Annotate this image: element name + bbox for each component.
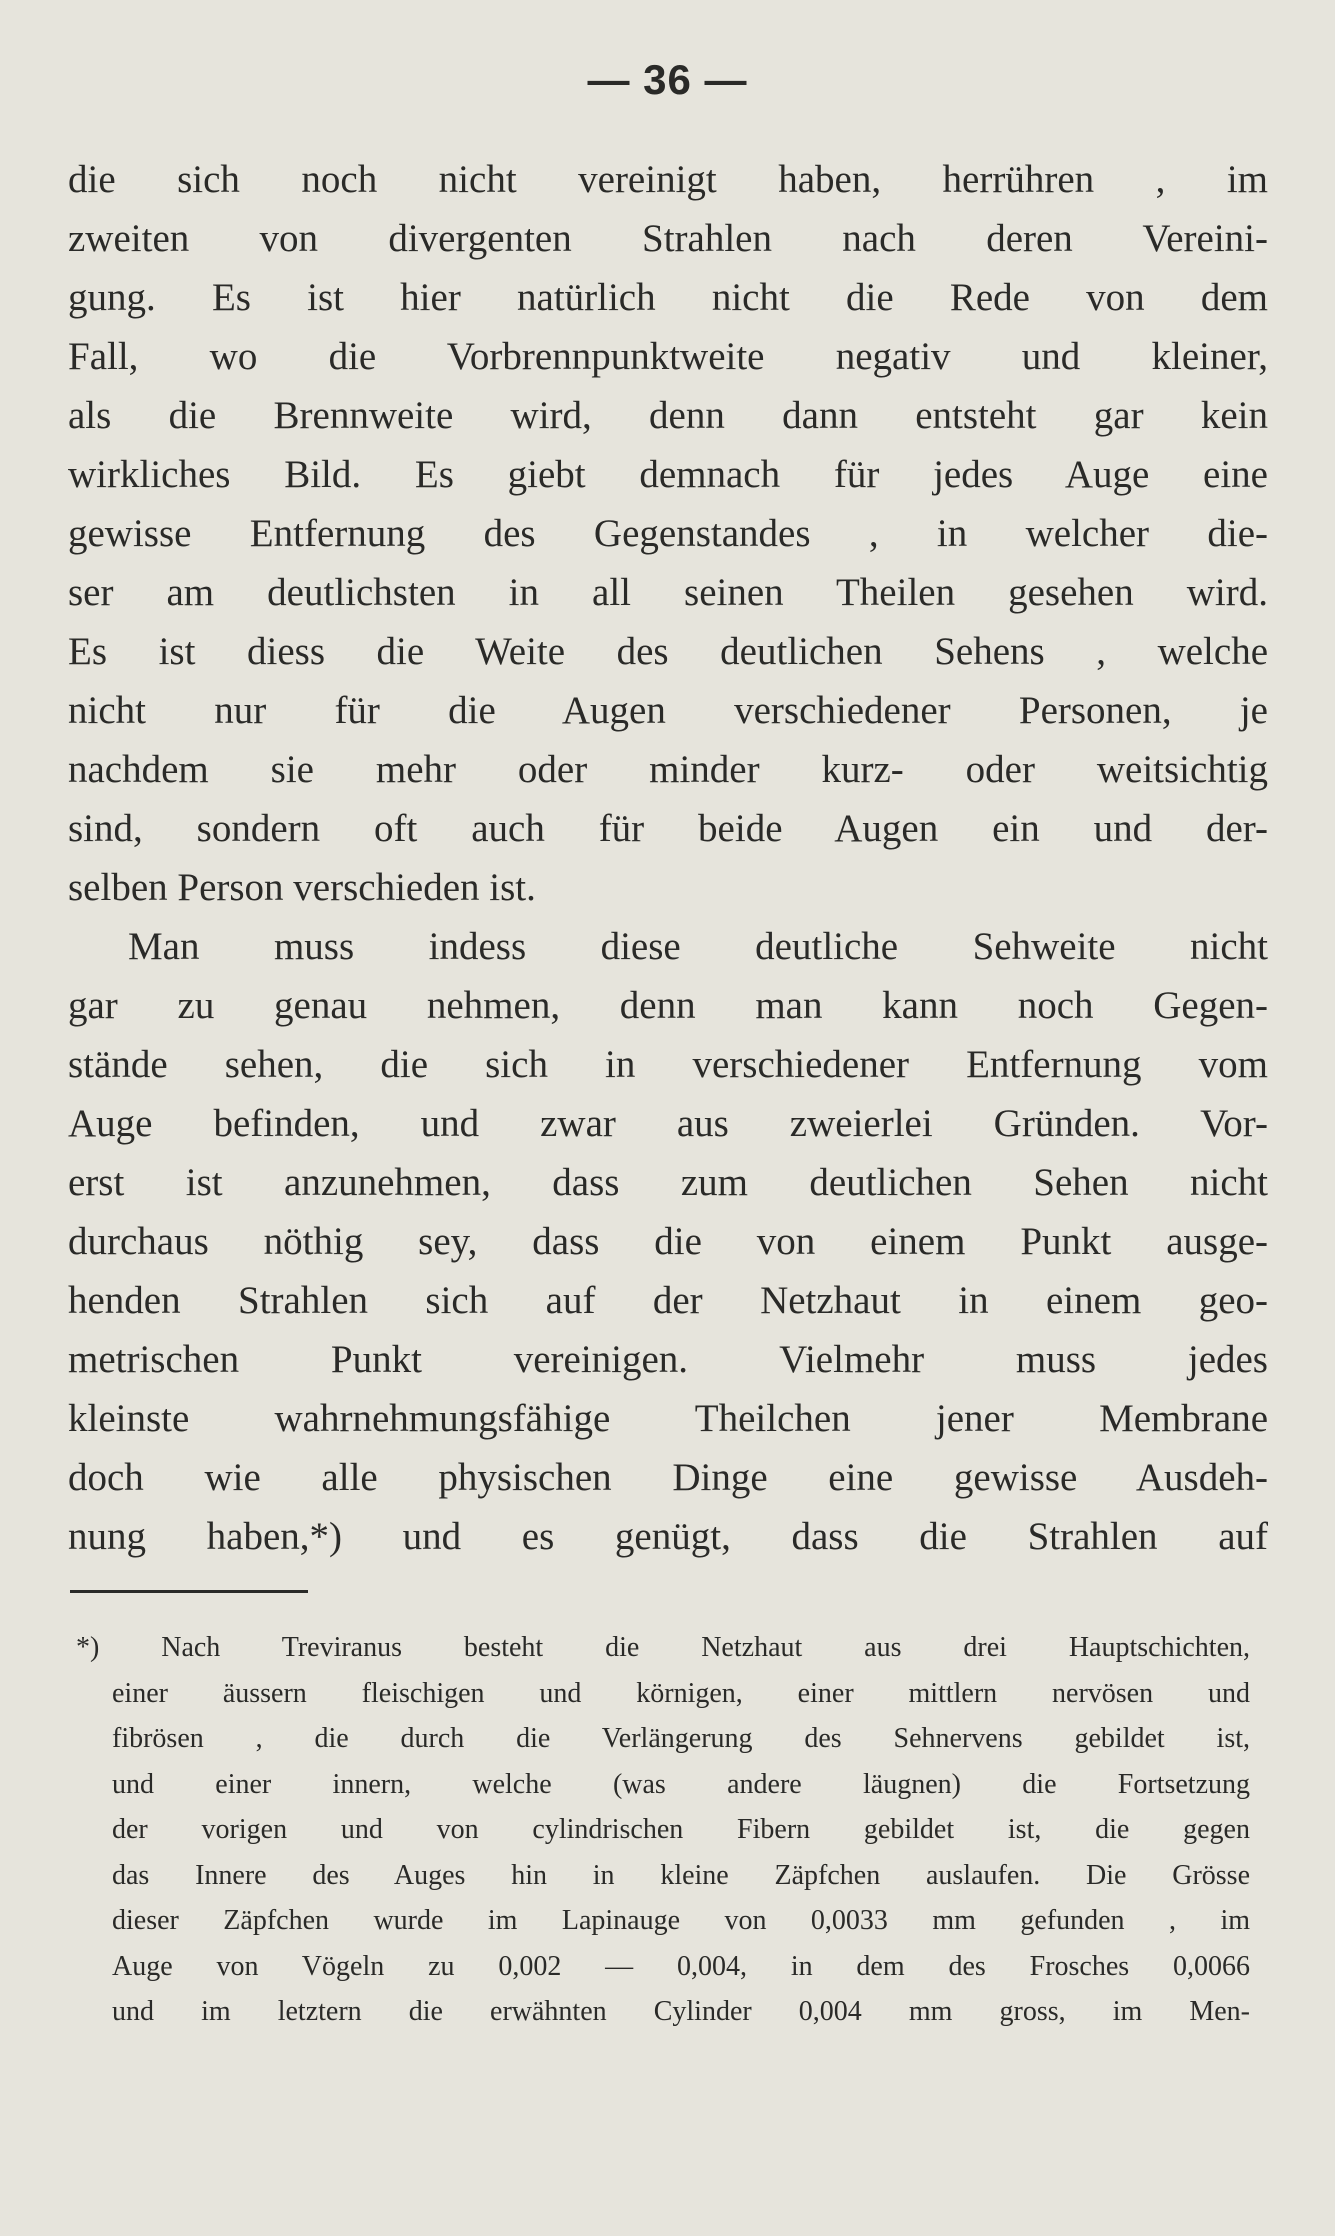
text-line: Fall, wo die Vorbrennpunktweite negativ und kleiner, [68,335,1268,378]
text-line: metrischen Punkt vereinigen. Vielmehr muss jedes [68,1338,1268,1381]
text-line: Auge befinden, und zwar aus zweierlei Gründen. Vor- [68,1102,1268,1145]
page-number: — 36 — [587,56,748,103]
text-line: wirkliches Bild. Es giebt demnach für jedes Auge eine [68,453,1268,496]
text-line: nung haben,*) und es genügt, dass die Strahlen auf [68,1515,1268,1558]
footnote-line: der vorigen und von cylindrischen Fibern gebildet ist, die gegen [112,1814,1250,1845]
text-line: durchaus nöthig sey, dass die von einem Punkt ausge- [68,1220,1268,1263]
text-line: sind, sondern oft auch für beide Augen ein und der- [68,807,1268,850]
footnote-rule [70,1590,308,1593]
text-line: erst ist anzunehmen, dass zum deutlichen Sehen nicht [68,1161,1268,1204]
text-line: nachdem sie mehr oder minder kurz- oder weitsichtig [68,748,1268,791]
text-line: gar zu genau nehmen, denn man kann noch Gegen- [68,984,1268,1027]
footnote-line: *) Nach Treviranus besteht die Netzhaut aus drei Hauptschichten, [76,1632,1250,1663]
text-line: nicht nur für die Augen verschiedener Personen, je [68,689,1268,732]
footnote-line: fibrösen , die durch die Verlängerung des Sehnervens gebildet ist, [112,1723,1250,1754]
text-line: selben Person verschieden ist. [68,866,536,909]
text-line: Man muss indess diese deutliche Sehweite nicht [128,925,1268,968]
text-line: die sich noch nicht vereinigt haben, herrühren , im [68,158,1268,201]
footnote-line: einer äussern fleischigen und körnigen, einer mittlern nervösen und [112,1677,1250,1709]
footnote-line: das Innere des Auges hin in kleine Zäpfchen auslaufen. Die Grösse [112,1859,1250,1891]
text-line: doch wie alle physischen Dinge eine gewisse Ausdeh- [68,1456,1268,1499]
text-line: ser am deutlichsten in all seinen Theilen gesehen wird. [68,571,1268,614]
footnote-line: dieser Zäpfchen wurde im Lapinauge von 0,0033 mm gefunden , im [112,1905,1250,1936]
text-line: henden Strahlen sich auf der Netzhaut in einem geo- [68,1279,1268,1322]
footnote [76,1625,1250,2035]
text-line: als die Brennweite wird, denn dann entsteht gar kein [68,394,1268,437]
footnote-line: und im letztern die erwähnten Cylinder 0,004 mm gross, im Men- [112,1996,1250,2027]
footnote-line: Auge von Vögeln zu 0,002 — 0,004, in dem des Frosches 0,0066 [112,1950,1250,1982]
footnote-line: und einer innern, welche (was andere läugnen) die Fortsetzung [112,1768,1250,1800]
text-line: gung. Es ist hier natürlich nicht die Rede von dem [68,276,1268,319]
body-text [68,150,1268,1566]
text-line: kleinste wahrnehmungsfähige Theilchen jener Membrane [68,1397,1268,1440]
text-line: gewisse Entfernung des Gegenstandes , in welcher die- [68,512,1268,555]
text-line: zweiten von divergenten Strahlen nach deren Vereini- [68,217,1268,260]
text-line: stände sehen, die sich in verschiedener Entfernung vom [68,1043,1268,1086]
text-line: Es ist diess die Weite des deutlichen Sehens , welche [68,630,1268,673]
